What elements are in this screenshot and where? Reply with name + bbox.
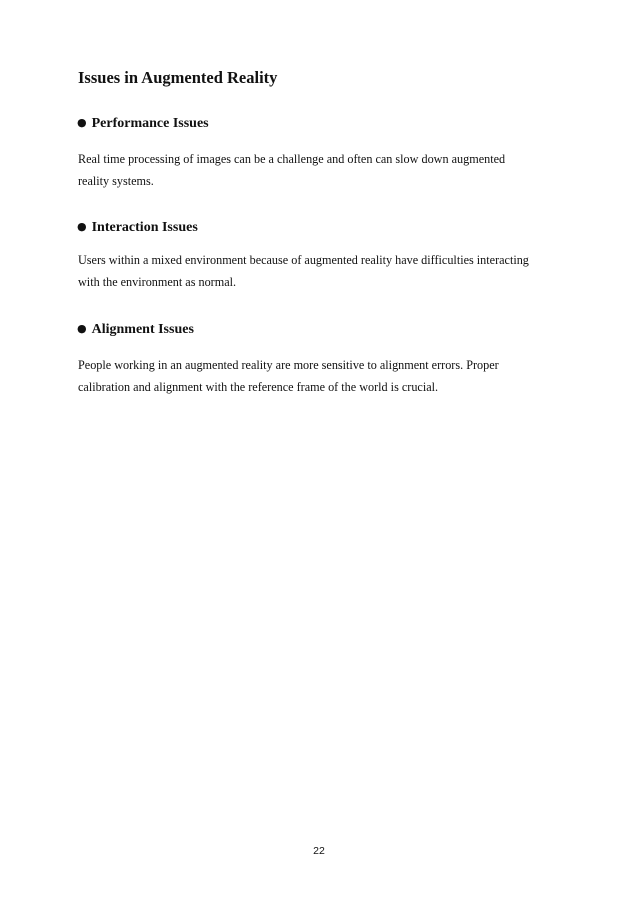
section-heading-interaction: [77, 220, 198, 236]
section-heading-label: Alignment Issues: [91, 322, 194, 337]
paragraph-line: calibration and alignment with the reference frame of the world is crucial.: [78, 380, 439, 394]
section-heading-performance: [77, 116, 209, 132]
paragraph-line: People working in an augmented reality are more sensitive to alignment errors. Proper: [78, 358, 499, 372]
page-title: Issues in Augmented Reality: [78, 68, 278, 87]
bullet-icon: ●: [77, 116, 87, 129]
bullet-icon: ●: [77, 220, 87, 233]
section-paragraph-interaction: [78, 249, 568, 293]
paragraph-line: with the environment as normal.: [78, 275, 237, 289]
section-paragraph-performance: [78, 148, 568, 192]
paragraph-line: reality systems.: [78, 174, 154, 188]
section-paragraph-alignment: [78, 354, 568, 398]
bullet-icon: ●: [77, 322, 87, 335]
paragraph-line: Users within a mixed environment because of augmented reality have difficulties interacting: [78, 253, 529, 267]
paragraph-line: Real time processing of images can be a challenge and often can slow down augmented: [78, 152, 506, 166]
page-number: 22: [313, 845, 325, 857]
section-heading-label: Performance Issues: [91, 116, 209, 131]
section-heading-label: Interaction Issues: [91, 220, 198, 235]
section-heading-alignment: [77, 322, 194, 338]
